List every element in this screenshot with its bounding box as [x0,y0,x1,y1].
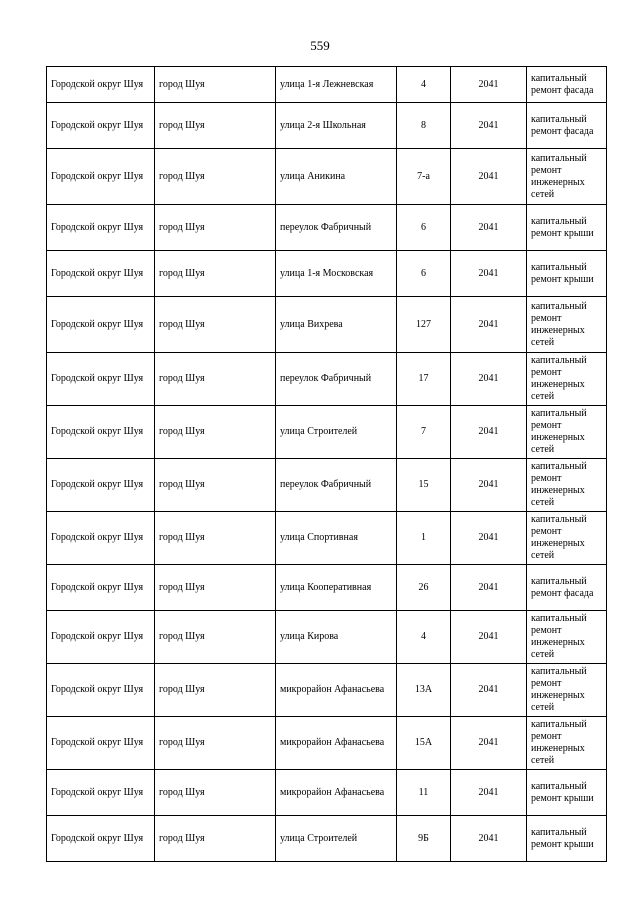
cell-house-number: 26 [397,565,451,611]
cell-settlement: город Шуя [155,611,276,664]
cell-house-number: 9Б [397,816,451,862]
cell-year: 2041 [451,251,527,297]
cell-municipality: Городской округ Шуя [47,353,155,406]
cell-municipality: Городской округ Шуя [47,565,155,611]
cell-municipality: Городской округ Шуя [47,512,155,565]
cell-house-number: 4 [397,67,451,103]
cell-municipality: Городской округ Шуя [47,251,155,297]
cell-house-number: 6 [397,205,451,251]
repair-schedule-table [46,66,607,862]
cell-street: улица Строителей [276,406,397,459]
cell-settlement: город Шуя [155,205,276,251]
cell-house-number: 13А [397,664,451,717]
cell-settlement: город Шуя [155,103,276,149]
cell-work-type: капитальный ремонт инженерных сетей [527,611,607,664]
table-row [47,717,607,770]
cell-year: 2041 [451,816,527,862]
cell-work-type: капитальный ремонт инженерных сетей [527,149,607,205]
cell-year: 2041 [451,149,527,205]
cell-work-type: капитальный ремонт инженерных сетей [527,406,607,459]
table-row [47,770,607,816]
cell-year: 2041 [451,717,527,770]
cell-street: улица Вихрева [276,297,397,353]
cell-street: переулок Фабричный [276,353,397,406]
cell-street: улица 2-я Школьная [276,103,397,149]
cell-house-number: 11 [397,770,451,816]
cell-settlement: город Шуя [155,67,276,103]
cell-settlement: город Шуя [155,816,276,862]
cell-work-type: капитальный ремонт инженерных сетей [527,353,607,406]
cell-work-type: капитальный ремонт фасада [527,103,607,149]
cell-house-number: 8 [397,103,451,149]
table-row [47,149,607,205]
cell-municipality: Городской округ Шуя [47,67,155,103]
cell-year: 2041 [451,103,527,149]
cell-year: 2041 [451,512,527,565]
cell-municipality: Городской округ Шуя [47,406,155,459]
cell-work-type: капитальный ремонт фасада [527,67,607,103]
cell-house-number: 7 [397,406,451,459]
table-row [47,611,607,664]
table-row [47,406,607,459]
cell-municipality: Городской округ Шуя [47,611,155,664]
cell-work-type: капитальный ремонт крыши [527,205,607,251]
cell-settlement: город Шуя [155,664,276,717]
cell-street: улица Спортивная [276,512,397,565]
cell-street: переулок Фабричный [276,205,397,251]
cell-house-number: 6 [397,251,451,297]
table-row [47,251,607,297]
cell-municipality: Городской округ Шуя [47,770,155,816]
table-row [47,816,607,862]
cell-year: 2041 [451,406,527,459]
cell-street: улица Кирова [276,611,397,664]
cell-house-number: 1 [397,512,451,565]
cell-house-number: 7-а [397,149,451,205]
cell-settlement: город Шуя [155,565,276,611]
table-row [47,459,607,512]
cell-year: 2041 [451,205,527,251]
cell-work-type: капитальный ремонт инженерных сетей [527,297,607,353]
cell-work-type: капитальный ремонт фасада [527,565,607,611]
cell-street: улица Строителей [276,816,397,862]
cell-year: 2041 [451,353,527,406]
table-row [47,512,607,565]
table-row [47,67,607,103]
cell-street: улица 1-я Московская [276,251,397,297]
table-row [47,103,607,149]
page-number: 559 [310,38,330,53]
cell-settlement: город Шуя [155,459,276,512]
cell-year: 2041 [451,67,527,103]
cell-work-type: капитальный ремонт инженерных сетей [527,512,607,565]
cell-municipality: Городской округ Шуя [47,816,155,862]
cell-work-type: капитальный ремонт инженерных сетей [527,459,607,512]
cell-year: 2041 [451,611,527,664]
cell-municipality: Городской округ Шуя [47,459,155,512]
table-row [47,664,607,717]
table-row [47,205,607,251]
table-row [47,297,607,353]
cell-year: 2041 [451,297,527,353]
cell-year: 2041 [451,770,527,816]
cell-settlement: город Шуя [155,297,276,353]
cell-settlement: город Шуя [155,251,276,297]
cell-street: улица 1-я Лежневская [276,67,397,103]
cell-municipality: Городской округ Шуя [47,149,155,205]
table-body [47,67,607,862]
cell-street: улица Кооперативная [276,565,397,611]
cell-settlement: город Шуя [155,717,276,770]
cell-municipality: Городской округ Шуя [47,205,155,251]
cell-work-type: капитальный ремонт крыши [527,251,607,297]
table-row [47,353,607,406]
cell-municipality: Городской округ Шуя [47,717,155,770]
cell-settlement: город Шуя [155,149,276,205]
cell-house-number: 17 [397,353,451,406]
cell-municipality: Городской округ Шуя [47,103,155,149]
cell-settlement: город Шуя [155,770,276,816]
cell-work-type: капитальный ремонт инженерных сетей [527,717,607,770]
cell-settlement: город Шуя [155,512,276,565]
cell-settlement: город Шуя [155,353,276,406]
table-row [47,565,607,611]
cell-settlement: город Шуя [155,406,276,459]
cell-house-number: 127 [397,297,451,353]
cell-house-number: 15А [397,717,451,770]
cell-year: 2041 [451,459,527,512]
cell-house-number: 15 [397,459,451,512]
cell-street: улица Аникина [276,149,397,205]
cell-municipality: Городской округ Шуя [47,664,155,717]
cell-street: микрорайон Афанасьева [276,717,397,770]
cell-year: 2041 [451,664,527,717]
cell-municipality: Городской округ Шуя [47,297,155,353]
cell-year: 2041 [451,565,527,611]
cell-street: микрорайон Афанасьева [276,664,397,717]
cell-work-type: капитальный ремонт крыши [527,770,607,816]
cell-street: микрорайон Афанасьева [276,770,397,816]
cell-street: переулок Фабричный [276,459,397,512]
cell-work-type: капитальный ремонт инженерных сетей [527,664,607,717]
cell-house-number: 4 [397,611,451,664]
cell-work-type: капитальный ремонт крыши [527,816,607,862]
